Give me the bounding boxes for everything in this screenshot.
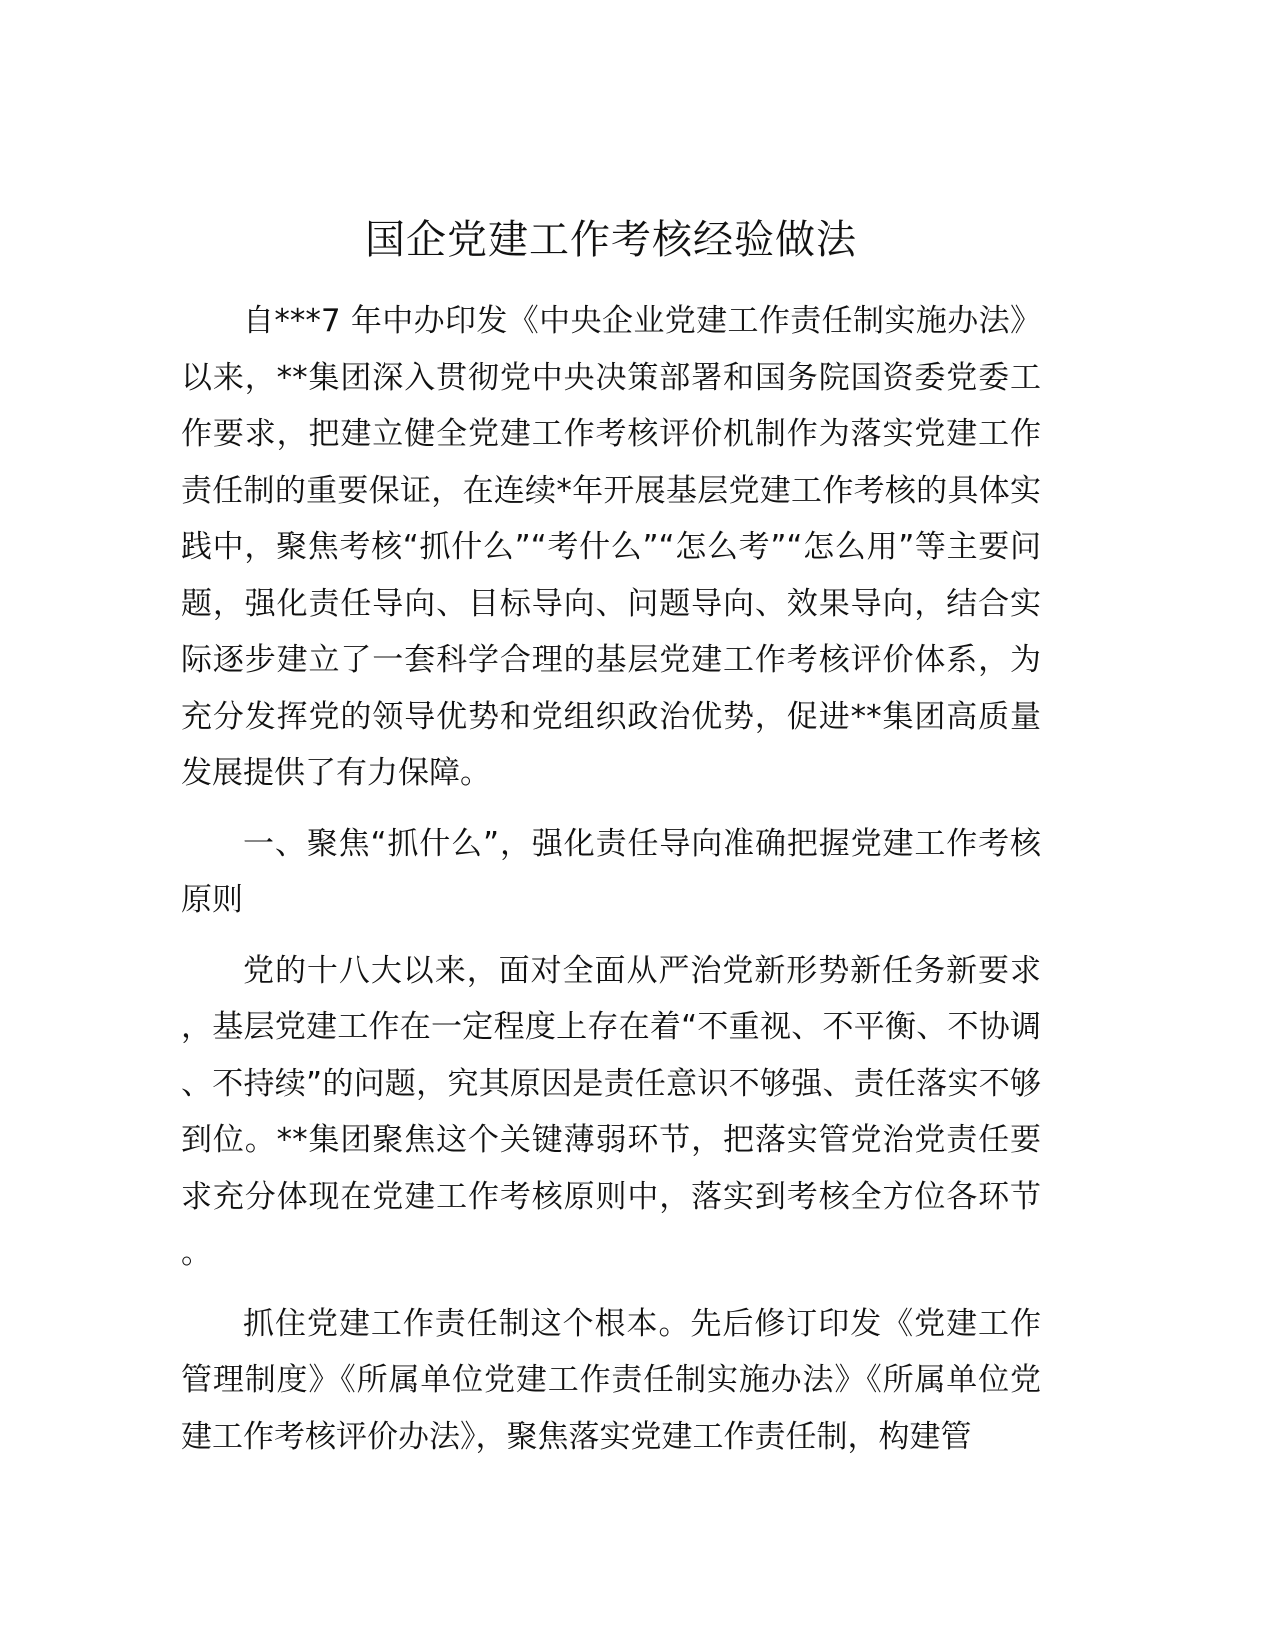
section-heading-1: 一、聚焦“抓什么”，强化责任导向准确把握党建工作考核原则 <box>181 825 1041 918</box>
intro-paragraph: 自***7 年中办印发《中央企业党建工作责任制实施办法》以来，**集团深入贯彻党中央决策部署和国务院国资委党委工作要求，把建立健全党建工作考核评价机制作为落实党建工作责任制的重要保证，在连续*年开展基层党建工作考核的具体实践中，聚焦考核“抓什么”“考什么”“怎么考”“怎么用”等主要问题，强化责任导向、目标导向、问题导向、效果导向，结合实际逐步建立了一套科学合理的基层党建工作考核评价体系，为充分发挥党的领导优势和党组织政治优势，促进**集团高质量发展提供了有力保障。 <box>181 303 1041 791</box>
responsibility-paragraph: 抓住党建工作责任制这个根本。先后修订印发《党建工作管理制度》《所属单位党建工作责任制实施办法》《所属单位党建工作考核评价办法》，聚焦落实党建工作责任制，构建管 <box>181 1305 1041 1455</box>
document-body <box>181 212 1041 1465</box>
section-1-paragraph: 党的十八大以来，面对全面从严治党新形势新任务新要求，基层党建工作在一定程度上存在着“不重视、不平衡、不协调、不持续”的问题，究其原因是责任意识不够强、责任落实不够到位。**集团聚焦这个关键薄弱环节，把落实管党治党责任要求充分体现在党建工作考核原则中，落实到考核全方位各环节。 <box>181 952 1041 1271</box>
document-title: 国企党建工作考核经验做法 <box>365 217 857 263</box>
